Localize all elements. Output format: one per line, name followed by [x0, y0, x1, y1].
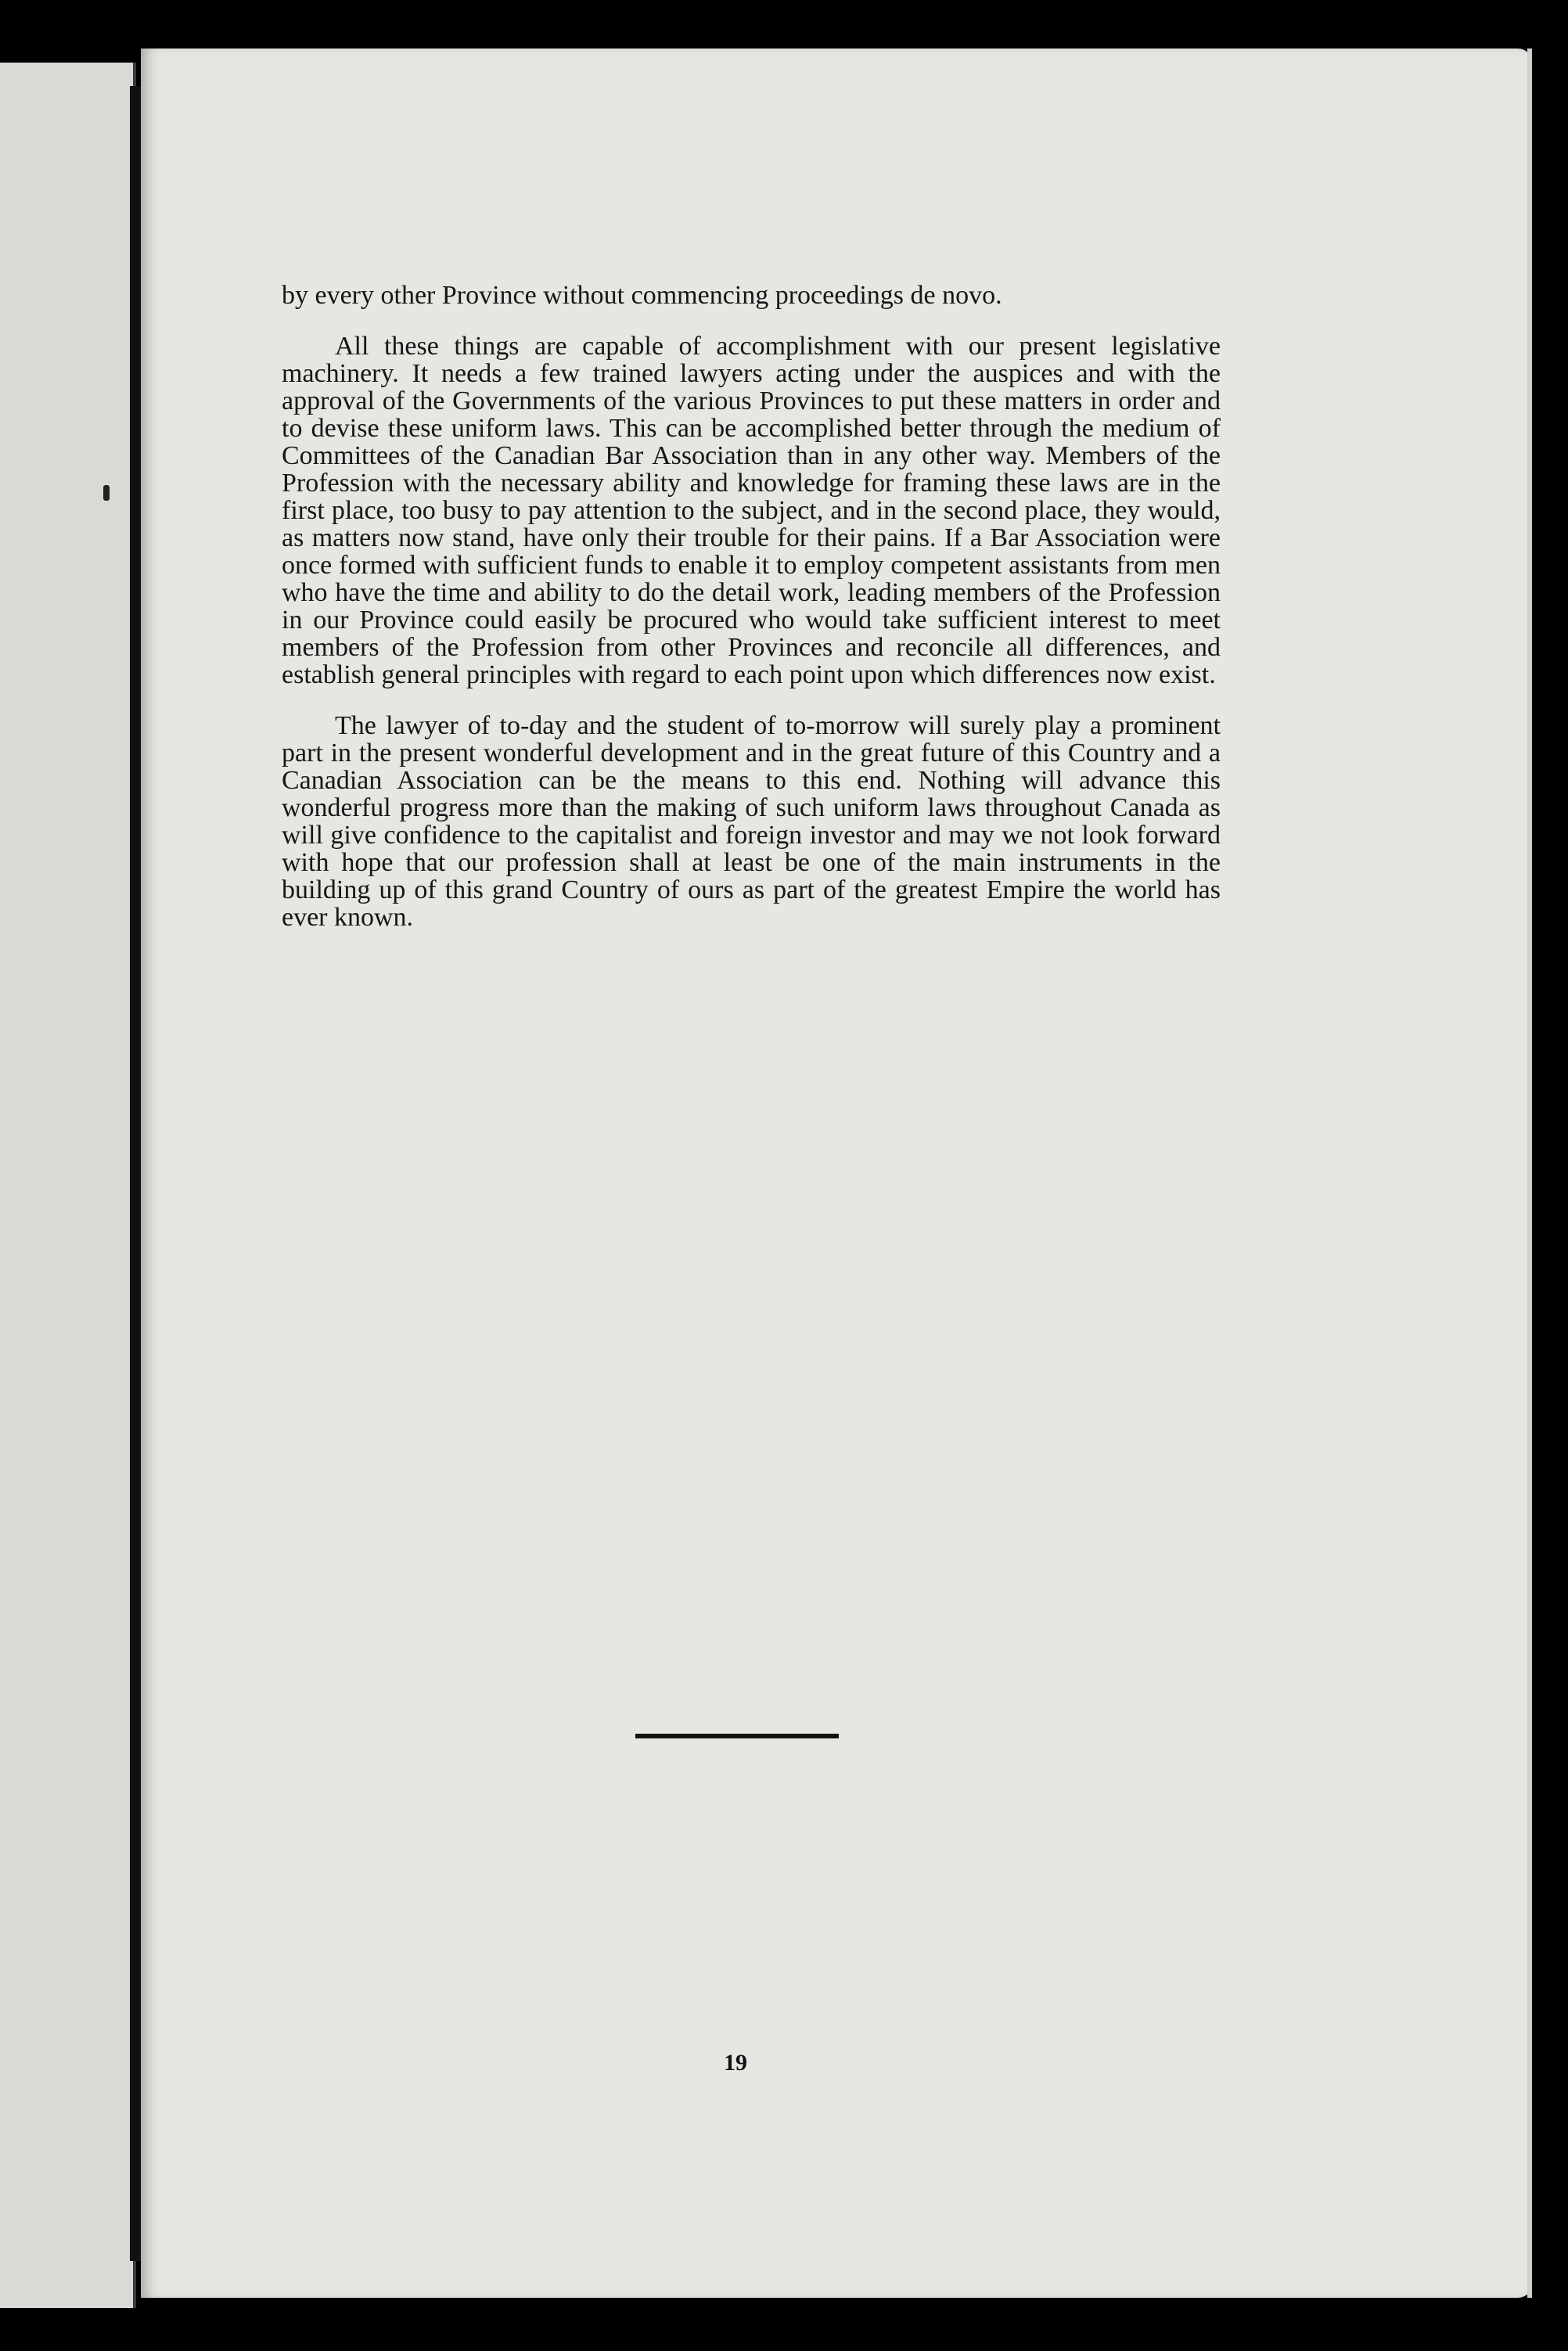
binding-mark: [103, 485, 110, 501]
facing-page-edge: [0, 63, 136, 2308]
page-right-edge: [1527, 49, 1532, 2298]
page-number: 19: [724, 2050, 747, 2076]
body-text: [282, 282, 1221, 954]
paragraph-2: All these things are capable of accomplishment with our present legislative machinery. It needs a few trained lawyers acting under the auspices and with the approval of the Governments of the various Provinces to put these matters in order and to devise these uniform laws. This can be accomplished better through the medium of Committees of the Canadian Bar Association than in any other way. Members of the Profession with the necessary ability and knowledge for framing these laws are in the first place, too busy to pay attention to the subject, and in the second place, they would, as matters now stand, have only their trouble for their pains. If a Bar Association were once formed with sufficient funds to enable it to employ competent assistants from men who have the time and ability to do the detail work, leading members of the Profession in our Province could easily be procured who would take sufficient interest to meet members of the Profession from other Provinces and reconcile all differences, and establish general principles with regard to each point upon which differences now exist.: [282, 332, 1221, 689]
book-binding: [130, 86, 141, 2261]
paragraph-1: by every other Province without commencing proceedings de novo.: [282, 281, 1002, 310]
section-divider: [635, 1734, 839, 1738]
paragraph-3: The lawyer of to-day and the student of to-morrow will surely play a prominent part in the present wonderful development and in the great future of this Country and a Canadian Association can be the means to this end. Nothing will advance this wonderful progress more than the making of such uniform laws throughout Canada as will give confidence to the capitalist and foreign investor and may we not look forward with hope that our profession shall at least be one of the main instruments in the building up of this grand Country of ours as part of the greatest Empire the world has ever known.: [282, 711, 1221, 932]
